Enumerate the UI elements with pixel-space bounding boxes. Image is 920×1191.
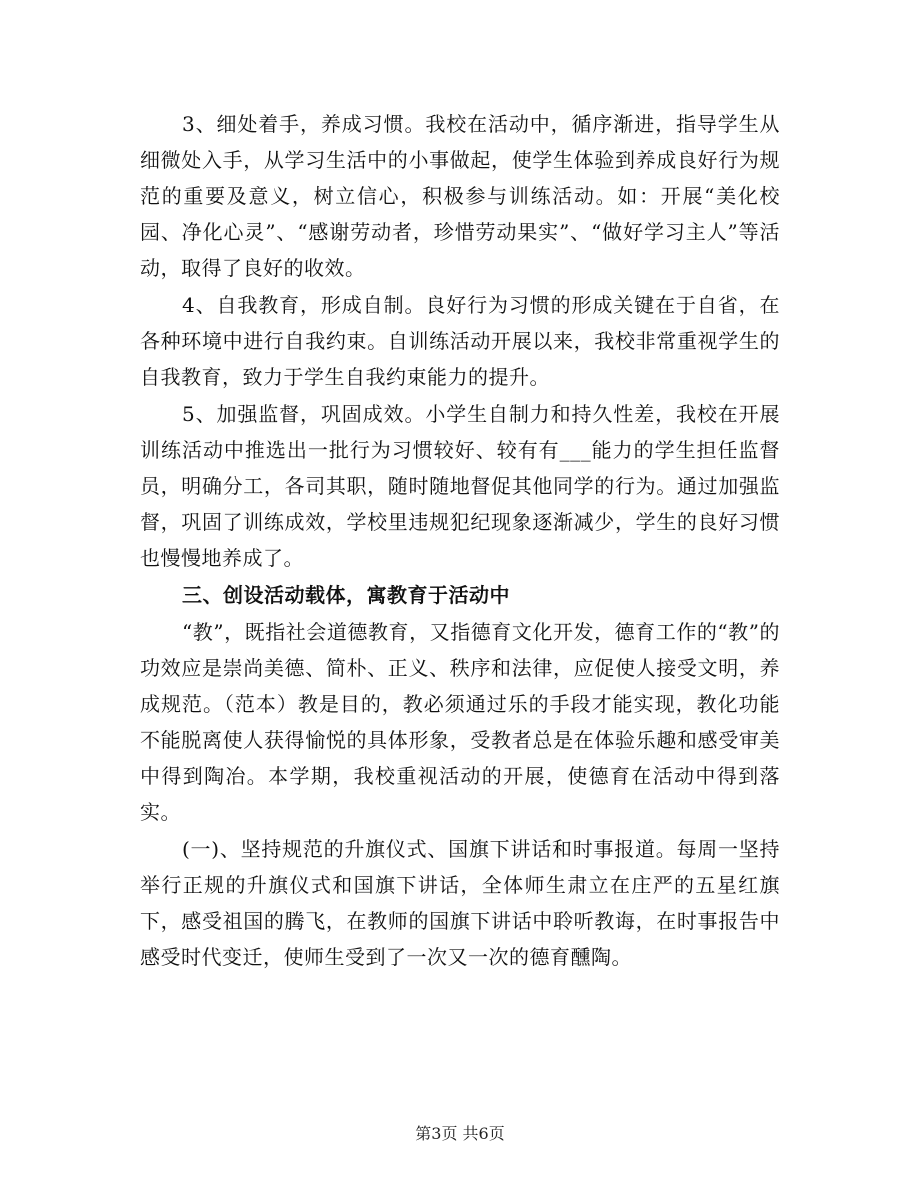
paragraph-5-supervision: 5、加强监督，巩固成效。小学生自制力和持久性差，我校在开展训练活动中推选出一批行为习惯较好、较有有___能力的学生担任监督员，明确分工，各司其职，随时随地督促其他同学的行为。通过加强监督，巩固了训练成效，学校里违规犯纪现象逐渐减少，学生的良好习惯也慢慢地养成了。 <box>140 402 780 570</box>
paragraph-flag-ceremony: (一)、坚持规范的升旗仪式、国旗下讲话和时事报道。每周一坚持举行正规的升旗仪式和国旗下讲话，全体师生肃立在庄严的五星红旗下，感受祖国的腾飞，在教师的国旗下讲话中聆听教诲，在时事报告中感受时代变迁，使师生受到了一次又一次的德育醺陶。 <box>140 837 780 969</box>
section-heading-three: 三、创设活动载体，寓教育于活动中 <box>182 583 510 607</box>
page-content <box>140 106 780 976</box>
page-number-footer: 第3页 共6页 <box>415 1124 505 1143</box>
paragraph-teaching: “教”，既指社会道德教育，又指德育文化开发，德育工作的“教”的功效应是崇尚美德、简朴、正义、秩序和法律，应促使人接受文明，养成规范。（范本）教是目的，教必须通过乐的手段才能实现，教化功能不能脱离使人获得愉悦的具体形象，受教者总是在体验乐趣和感受审美中得到陶冶。本学期，我校重视活动的开展，使德育在活动中得到落实。 <box>140 620 780 824</box>
paragraph-4-self-education: 4、自我教育，形成自制。良好行为习惯的形成关键在于自省，在各种环境中进行自我约束。自训练活动开展以来，我校非常重视学生的自我教育，致力于学生自我约束能力的提升。 <box>140 293 780 389</box>
paragraph-3-habits: 3、细处着手，养成习惯。我校在活动中，循序渐进，指导学生从细微处入手，从学习生活中的小事做起，使学生体验到养成良好行为规范的重要及意义，树立信心，积极参与训练活动。如：开展“美化校园、净化心灵”、“感谢劳动者，珍惜劳动果实”、“做好学习主人”等活动，取得了良好的收效。 <box>140 112 780 280</box>
